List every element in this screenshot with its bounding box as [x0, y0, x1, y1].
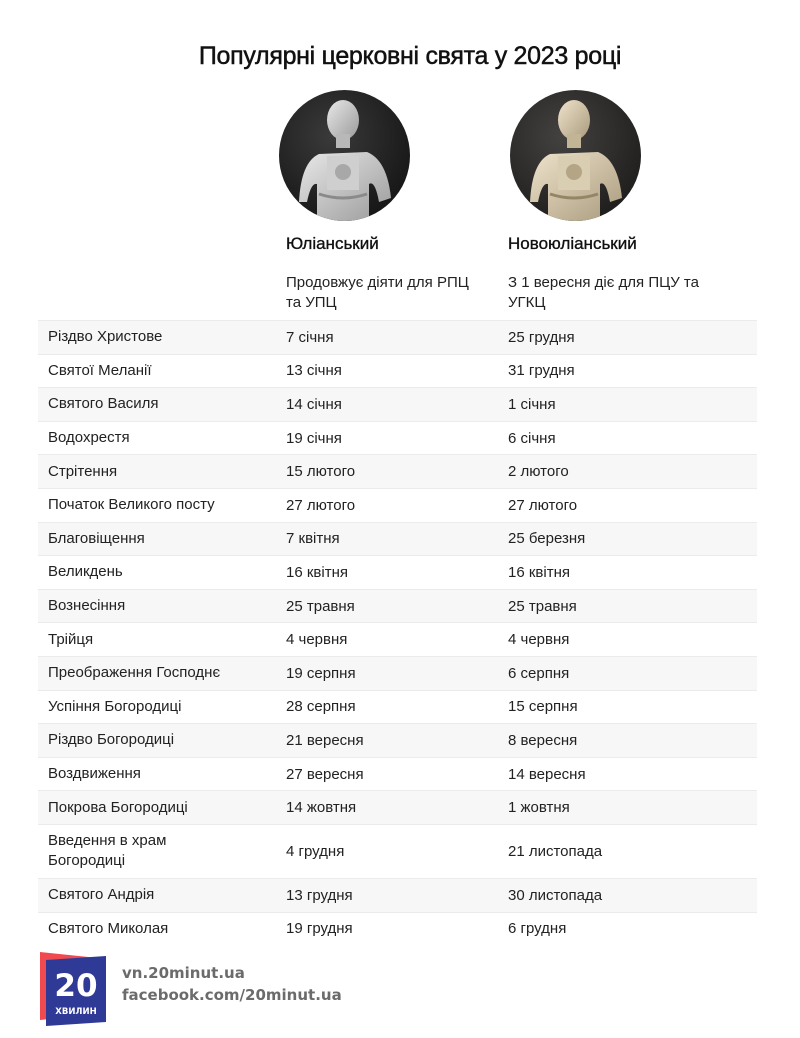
new-julian-bust-image [510, 90, 641, 221]
new-julian-date: 6 грудня [508, 920, 567, 938]
logo-icon [40, 952, 106, 1026]
julian-date: 7 січня [286, 328, 334, 346]
table-row [38, 757, 757, 791]
new-julian-date: 6 серпня [508, 664, 570, 682]
table-row [38, 690, 757, 724]
table-row [38, 622, 757, 656]
julian-date: 7 квітня [286, 530, 340, 548]
julian-date: 25 травня [286, 597, 355, 615]
julian-date: 4 червня [286, 631, 348, 649]
logo-number: 20 [54, 968, 98, 1004]
new-julian-date: 25 грудня [508, 328, 575, 346]
table-row [38, 824, 757, 878]
new-julian-date: 16 квітня [508, 563, 570, 581]
julian-date: 4 грудня [286, 842, 345, 860]
julian-date: 14 січня [286, 395, 342, 413]
holiday-name: Різдво Богородиці [48, 731, 175, 749]
table-row [38, 522, 757, 556]
holiday-name: Різдво Христове [48, 328, 163, 346]
holiday-name: Преображення Господнє [48, 664, 221, 682]
new-julian-date: 30 листопада [508, 886, 603, 904]
new-julian-date: 27 лютого [508, 496, 578, 514]
20-khvylyn-logo [40, 952, 106, 1026]
new-julian-date: 21 листопада [508, 842, 603, 860]
new-julian-date: 25 травня [508, 597, 577, 615]
julian-column-header: Юліанський [286, 234, 379, 253]
holiday-name: Успіння Богородиці [48, 697, 182, 715]
bust-icon [279, 90, 410, 221]
holiday-name: Великдень [48, 563, 123, 581]
table-row [38, 790, 757, 824]
julian-date: 15 лютого [286, 463, 356, 481]
page-title: Популярні церковні свята у 2023 році [198, 42, 622, 70]
bust-icon [510, 90, 641, 221]
holiday-name: Покрова Богородиці [48, 798, 188, 816]
new-julian-date: 25 березня [508, 530, 586, 548]
holiday-name: Вознесіння [48, 597, 126, 615]
holiday-name: Святої Меланії [48, 361, 152, 379]
table-row [38, 589, 757, 623]
website-link[interactable]: vn.20minut.ua [122, 964, 245, 982]
julian-date: 19 січня [286, 429, 342, 447]
holiday-name: Введення в храм Богородиці [48, 832, 167, 870]
table-row [38, 421, 757, 455]
table-row [38, 912, 757, 946]
table-row [38, 488, 757, 522]
table-row [38, 555, 757, 589]
new-julian-date: 14 вересня [508, 765, 586, 783]
julian-date: 16 квітня [286, 563, 348, 581]
holiday-name: Початок Великого посту [48, 496, 215, 514]
table-row [38, 878, 757, 912]
table-row [38, 354, 757, 388]
new-julian-date: 6 січня [508, 429, 556, 447]
holiday-name: Благовіщення [48, 529, 145, 547]
holiday-name: Трійця [48, 630, 94, 648]
facebook-link[interactable]: facebook.com/20minut.ua [122, 986, 342, 1004]
new-julian-date: 15 серпня [508, 698, 578, 716]
holiday-name: Святого Андрія [48, 886, 155, 904]
holiday-name: Стрітення [48, 462, 118, 480]
new-julian-column-header: Новоюліанський [508, 234, 637, 253]
julian-date: 13 грудня [286, 886, 353, 904]
julian-date: 14 жовтня [286, 799, 357, 817]
footer-links [122, 962, 342, 1006]
logo-word: ХВИЛИН [55, 1007, 97, 1017]
julian-date: 27 вересня [286, 765, 364, 783]
julian-date: 19 грудня [286, 920, 353, 938]
holiday-name: Святого Василя [48, 395, 159, 413]
new-julian-date: 8 вересня [508, 731, 578, 749]
new-julian-date: 1 січня [508, 395, 556, 413]
table-row [38, 387, 757, 421]
new-julian-date: 1 жовтня [508, 799, 570, 817]
table-row [38, 454, 757, 488]
julian-date: 28 серпня [286, 698, 356, 716]
julian-bust-image [279, 90, 410, 221]
julian-date: 19 серпня [286, 664, 356, 682]
holiday-name: Воздвиження [48, 765, 141, 783]
new-julian-date: 2 лютого [508, 463, 569, 481]
new-julian-date: 4 червня [508, 631, 570, 649]
table-row [38, 723, 757, 757]
new-julian-column-description: З 1 вересня діє для ПЦУ та УГКЦ [508, 274, 699, 311]
holidays-table [38, 320, 757, 945]
julian-date: 21 вересня [286, 731, 364, 749]
julian-date: 27 лютого [286, 496, 356, 514]
julian-date: 13 січня [286, 362, 342, 380]
julian-column-description: Продовжує діяти для РПЦ та УПЦ [286, 274, 469, 311]
new-julian-date: 31 грудня [508, 362, 575, 380]
holiday-name: Водохрестя [48, 429, 130, 447]
holiday-name: Святого Миколая [48, 919, 169, 937]
table-row [38, 320, 757, 354]
table-row [38, 656, 757, 690]
